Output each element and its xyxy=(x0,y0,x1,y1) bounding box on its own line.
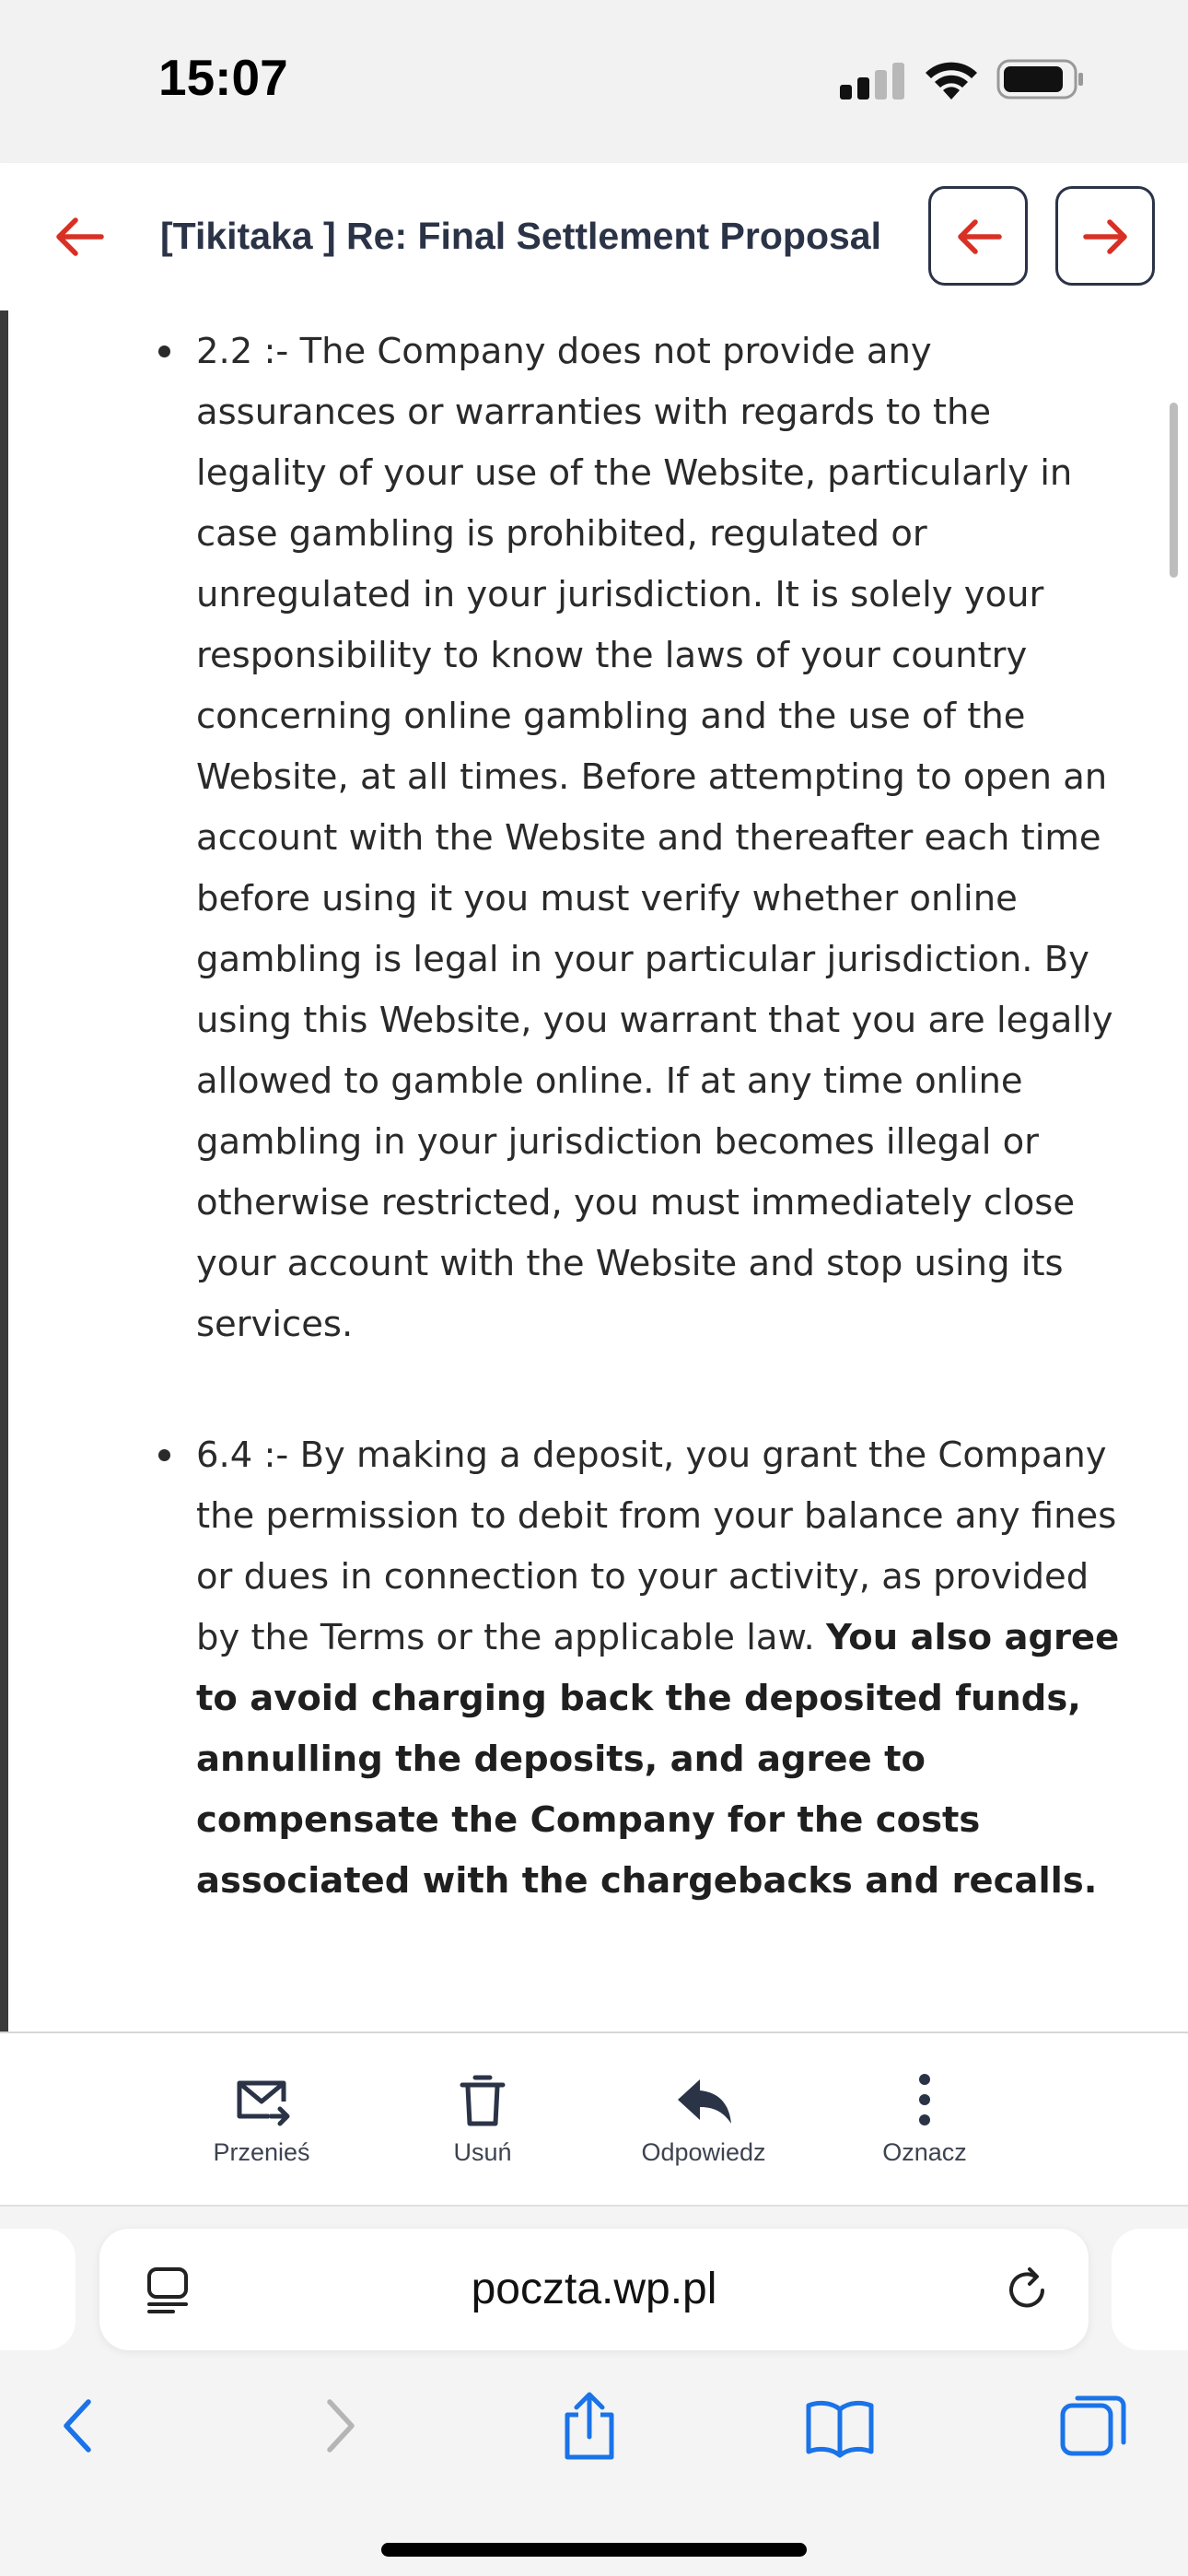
wifi-icon xyxy=(923,57,980,100)
email-subject: [Tikitaka ] Re: Final Settlement Proposal xyxy=(160,215,881,257)
bullet xyxy=(158,345,170,357)
paragraph-text: 2.2 :- The Company does not provide any assurances or warranties with regards to the legality of your use of the Website, particularly in case gambling is prohibited, regulated or unregulated in your jurisdiction. It is solely your responsibility to know the laws of your country concerning online gambling and the use of the Website, at all times. Before attempting to open an account with the Website and thereafter each time before using it you must verify whether online gambling is legal in your particular jurisdiction. By using this Website, you warrant that you are legally allowed to gamble online. If at any time online gambling in your jurisdiction becomes illegal or otherwise restricted, you must immediately close your account with the Website and stop using its services. xyxy=(196,331,1113,1345)
next-email-button[interactable] xyxy=(1055,186,1155,286)
bullet xyxy=(158,1449,170,1461)
list-item xyxy=(196,322,1122,1355)
address-bar[interactable] xyxy=(99,2229,1089,2350)
more-vertical-icon xyxy=(895,2070,954,2129)
bookmarks-icon[interactable] xyxy=(803,2389,877,2463)
next-tab-preview[interactable] xyxy=(1112,2229,1188,2350)
paragraph-text: 6.4 :- By making a deposit, you grant the Company the permission to debit from your balance any fines or dues in connection to your activity, as provided by the Terms or the applicable law. xyxy=(196,1434,1117,1658)
battery-icon xyxy=(996,59,1085,100)
back-arrow-icon[interactable] xyxy=(52,209,107,264)
status-bar xyxy=(0,0,1188,163)
mark-button[interactable] xyxy=(833,2070,1017,2167)
previous-email-icon xyxy=(953,211,1005,263)
browser-bar xyxy=(0,2207,1188,2576)
status-time: 15:07 xyxy=(158,49,288,106)
browser-forward-icon[interactable] xyxy=(302,2389,376,2463)
reply-label: Odpowiedz xyxy=(641,2138,766,2166)
email-body[interactable] xyxy=(0,310,1188,2032)
home-indicator[interactable] xyxy=(381,2543,807,2557)
paragraph-bold-text: You also agree to avoid charging back the deposited funds, annulling the deposits, and agree to compensate the Company for the costs associated with the chargebacks and recalls. xyxy=(196,1617,1120,1902)
previous-tab-preview[interactable] xyxy=(0,2229,76,2350)
move-label: Przenieś xyxy=(213,2138,310,2166)
reply-button[interactable] xyxy=(611,2070,796,2167)
share-icon[interactable] xyxy=(553,2389,626,2463)
mark-label: Oznacz xyxy=(882,2138,967,2166)
delete-label: Usuń xyxy=(453,2138,512,2166)
browser-back-icon[interactable] xyxy=(42,2389,116,2463)
quote-bar xyxy=(0,310,8,2032)
move-envelope-icon xyxy=(232,2070,291,2129)
action-toolbar xyxy=(0,2032,1188,2207)
email-header xyxy=(0,163,1188,312)
move-button[interactable] xyxy=(169,2070,354,2167)
next-email-icon xyxy=(1080,211,1132,263)
reload-icon[interactable] xyxy=(1002,2266,1052,2315)
scrollbar[interactable] xyxy=(1170,403,1178,578)
url-text: poczta.wp.pl xyxy=(471,2265,717,2313)
delete-button[interactable] xyxy=(390,2070,575,2167)
reply-icon xyxy=(674,2070,733,2129)
tabs-icon[interactable] xyxy=(1057,2389,1131,2463)
list-item xyxy=(196,1425,1122,1912)
trash-icon xyxy=(453,2070,512,2129)
previous-email-button[interactable] xyxy=(928,186,1028,286)
cellular-signal-icon xyxy=(840,63,904,100)
